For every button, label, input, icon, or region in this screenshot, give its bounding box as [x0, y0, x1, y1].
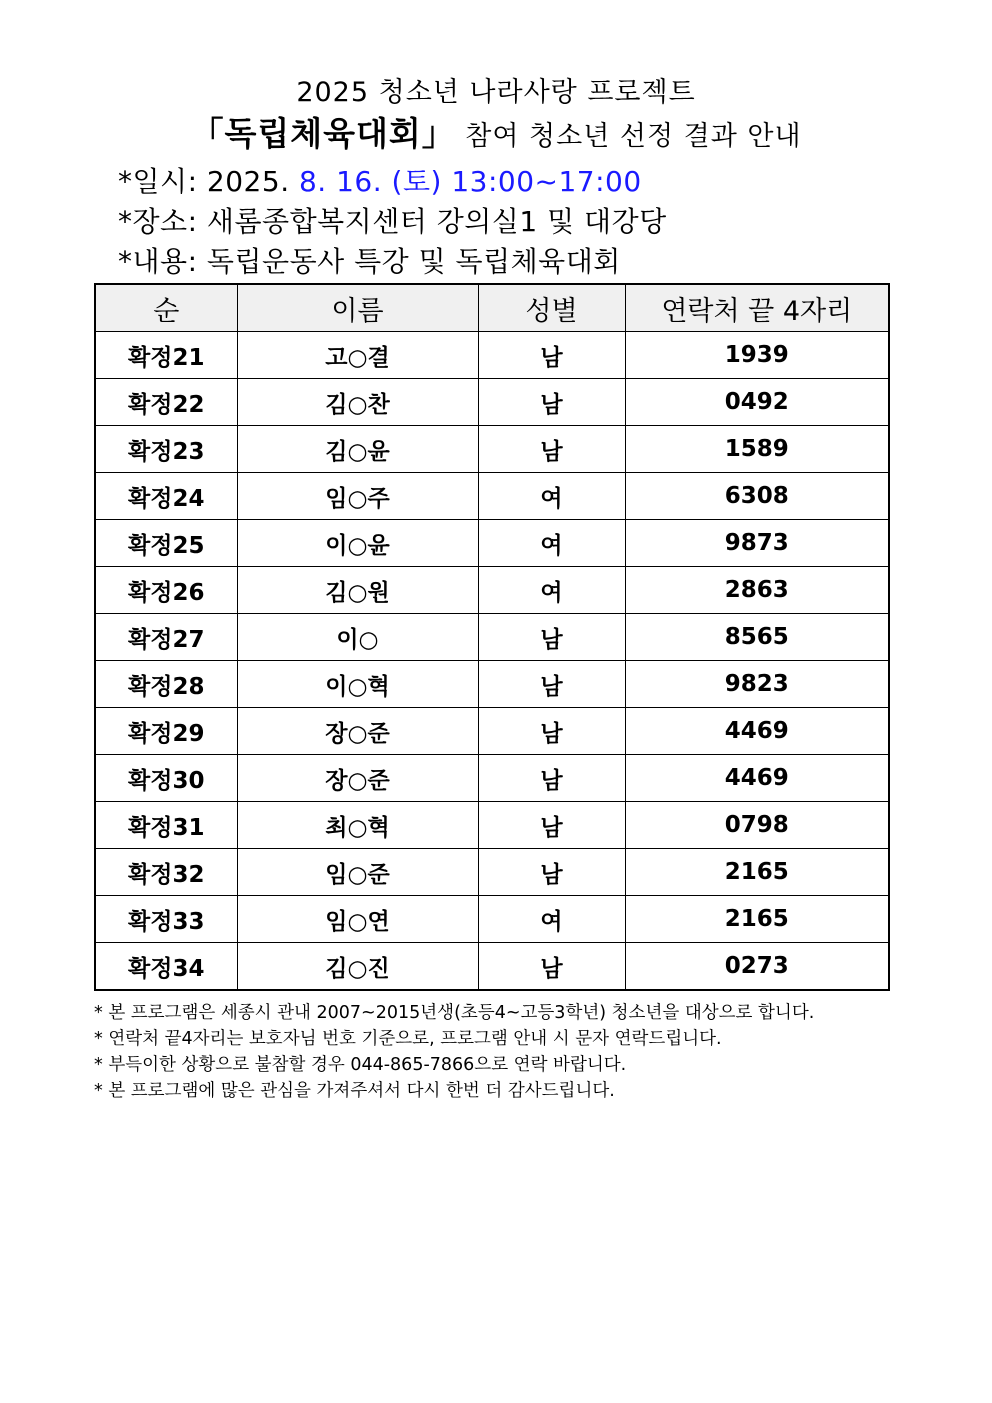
cell-order: 확정22 [95, 379, 237, 426]
table-row [95, 755, 889, 802]
cell-order: 확정26 [95, 567, 237, 614]
cell-gender: 남 [478, 849, 625, 896]
cell-phone: 2863 [625, 567, 889, 614]
cell-gender: 남 [478, 332, 625, 379]
cell-order: 확정30 [95, 755, 237, 802]
document-title-line2 [0, 108, 992, 155]
selection-result-table [94, 283, 890, 991]
cell-name: 고○결 [237, 332, 478, 379]
cell-order: 확정28 [95, 661, 237, 708]
cell-gender: 남 [478, 755, 625, 802]
cell-name: 임○준 [237, 849, 478, 896]
cell-name: 임○주 [237, 473, 478, 520]
cell-name: 이○ [237, 614, 478, 661]
cell-order: 확정23 [95, 426, 237, 473]
table-row [95, 849, 889, 896]
note-line: * 본 프로그램에 많은 관심을 가져주셔서 다시 한번 더 감사드립니다. [94, 1081, 615, 1101]
cell-name: 김○윤 [237, 426, 478, 473]
table-row [95, 520, 889, 567]
cell-order: 확정25 [95, 520, 237, 567]
cell-name: 김○진 [237, 943, 478, 991]
cell-gender: 남 [478, 661, 625, 708]
header-phone-last4: 연락처 끝 4자리 [625, 284, 889, 332]
table-row [95, 943, 889, 991]
header-name: 이름 [237, 284, 478, 332]
cell-order: 확정33 [95, 896, 237, 943]
cell-name: 이○윤 [237, 520, 478, 567]
table-row [95, 332, 889, 379]
cell-phone: 0492 [625, 379, 889, 426]
cell-order: 확정24 [95, 473, 237, 520]
table-row [95, 802, 889, 849]
title-rest: 참여 청소년 선정 결과 안내 [455, 121, 802, 152]
cell-phone: 2165 [625, 896, 889, 943]
cell-gender: 여 [478, 567, 625, 614]
table-header-row [95, 284, 889, 332]
cell-phone: 0798 [625, 802, 889, 849]
cell-phone: 4469 [625, 708, 889, 755]
cell-order: 확정29 [95, 708, 237, 755]
title-bracket-close: 」 [421, 114, 456, 153]
cell-phone: 2165 [625, 849, 889, 896]
cell-gender: 남 [478, 426, 625, 473]
notes-section [94, 1000, 894, 1104]
cell-gender: 남 [478, 379, 625, 426]
table-row [95, 473, 889, 520]
table-row [95, 896, 889, 943]
note-line: * 부득이한 상황으로 불참할 경우 044-865-7866으로 연락 바랍니다. [94, 1055, 627, 1075]
info-date [118, 160, 642, 200]
cell-gender: 여 [478, 520, 625, 567]
cell-name: 최○혁 [237, 802, 478, 849]
cell-phone: 1589 [625, 426, 889, 473]
info-place: *장소: 새롬종합복지센터 강의실1 및 대강당 [118, 205, 667, 238]
table-row [95, 614, 889, 661]
cell-order: 확정21 [95, 332, 237, 379]
cell-phone: 8565 [625, 614, 889, 661]
table-row [95, 426, 889, 473]
cell-phone: 9873 [625, 520, 889, 567]
cell-order: 확정27 [95, 614, 237, 661]
title-event-name: 독립체육대회 [224, 114, 422, 153]
cell-name: 김○원 [237, 567, 478, 614]
cell-gender: 여 [478, 473, 625, 520]
cell-gender: 남 [478, 802, 625, 849]
cell-name: 김○찬 [237, 379, 478, 426]
table-row [95, 567, 889, 614]
cell-name: 장○준 [237, 708, 478, 755]
table-row [95, 379, 889, 426]
document-title-line1: 2025 청소년 나라사랑 프로젝트 [296, 77, 696, 108]
title-bracket-open: 「 [190, 114, 225, 153]
cell-name: 임○연 [237, 896, 478, 943]
cell-phone: 1939 [625, 332, 889, 379]
cell-gender: 남 [478, 614, 625, 661]
cell-order: 확정31 [95, 802, 237, 849]
cell-order: 확정34 [95, 943, 237, 991]
cell-gender: 여 [478, 896, 625, 943]
cell-gender: 남 [478, 708, 625, 755]
cell-phone: 9823 [625, 661, 889, 708]
header-order: 순 [95, 284, 237, 332]
table-row [95, 661, 889, 708]
header-gender: 성별 [478, 284, 625, 332]
note-line: * 본 프로그램은 세종시 관내 2007~2015년생(초등4~고등3학년) 청소년을 대상으로 합니다. [94, 1003, 815, 1023]
cell-phone: 4469 [625, 755, 889, 802]
note-line: * 연락처 끝4자리는 보호자님 번호 기준으로, 프로그램 안내 시 문자 연락드립니다. [94, 1029, 722, 1049]
cell-name: 이○혁 [237, 661, 478, 708]
info-date-value: 8. 16. (토) 13:00~17:00 [289, 165, 642, 198]
cell-phone: 6308 [625, 473, 889, 520]
info-content: *내용: 독립운동사 특강 및 독립체육대회 [118, 245, 621, 278]
cell-gender: 남 [478, 943, 625, 991]
cell-phone: 0273 [625, 943, 889, 991]
cell-order: 확정32 [95, 849, 237, 896]
table-row [95, 708, 889, 755]
info-date-label: *일시: 2025. [118, 165, 290, 198]
cell-name: 장○준 [237, 755, 478, 802]
